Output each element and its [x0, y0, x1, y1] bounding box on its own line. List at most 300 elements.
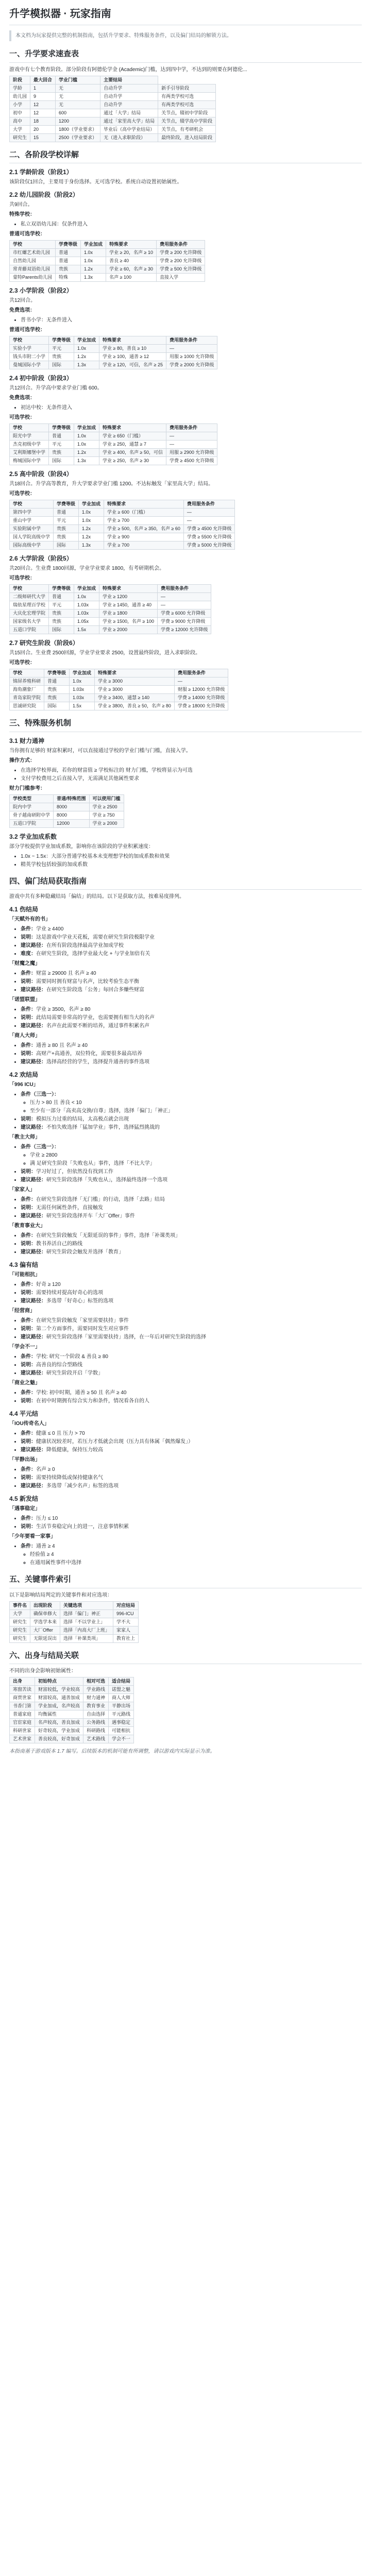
ending-detail [21, 942, 362, 950]
table-cell: 9 [30, 92, 56, 100]
sub-2-5-rounds: 共18回合。升学高等教育，升大学要求学业门槛 1200。不达标触发「家里高大学」结局。 [9, 481, 214, 487]
detail-key: 条件： [21, 1233, 36, 1239]
table-cell: 学费 ≥ 5500 允许降级 [183, 533, 234, 541]
detail-key: 条件（三选一）： [21, 1144, 59, 1150]
detail-value: 好奇 ≥ 120 [36, 1282, 61, 1287]
sub-condition-list [21, 1151, 362, 1167]
intro-note: 本文档为玩家提供完整的机制指南，包括升学要求、特殊服务条件，以及偏门结局的解锁方法。 [9, 30, 362, 41]
table-cell: 学业 ≥ 750 [89, 811, 124, 819]
ending-detail-list [9, 1389, 362, 1405]
table-cell: 1.03x [74, 609, 99, 618]
table-cell: 1.2x [74, 449, 99, 457]
data-table [9, 423, 217, 465]
table-header-cell: 费用服务条件 [166, 424, 217, 432]
table-cell: — [166, 440, 217, 449]
detail-value: 名声在此需要不断的培养，通过事件积累名声 [46, 1023, 149, 1029]
detail-key: 建议路径： [21, 1059, 46, 1065]
table-cell: 996-ICU [113, 1609, 139, 1618]
table-cell: 学费 ≥ 2000 允许降级 [166, 361, 217, 369]
table-header-cell: 学业加成 [74, 424, 99, 432]
table-cell: 学业 ≥ 250，通慧 ≥ 7 [99, 440, 166, 449]
ending-detail-list [9, 1317, 362, 1341]
table-row [10, 100, 216, 109]
table-row [10, 702, 228, 710]
table-cell: 思诚研究院 [10, 702, 44, 710]
table-header-cell: 费用服务条件 [156, 241, 205, 249]
table-row [10, 1634, 139, 1642]
detail-value: 在研究生阶段触发「无限延误的事件」事件，选择「补课类项」 [36, 1233, 180, 1239]
stage-requirements-table [9, 76, 362, 142]
table-cell: 五道口学院 [10, 819, 54, 827]
ending-name: 「家家人」 [9, 1187, 35, 1193]
detail-key: 说明： [21, 1398, 36, 1404]
sub-2-3-heading: 2.3 小学阶段（阶段2） [9, 287, 73, 294]
table-row [10, 533, 235, 541]
table-cell: 商人大师 [109, 1694, 134, 1702]
detail-key: 难度： [21, 951, 36, 957]
table-cell: 蒙特Parents幼儿园 [10, 274, 56, 282]
table-cell: 骨子越南研附中学 [10, 811, 54, 819]
table-cell: 可能相抗 [109, 1727, 134, 1735]
detail-value: 在研究生阶段选「公务」每回合多赚些财富 [46, 987, 144, 993]
ending-detail [21, 925, 362, 933]
table-header-cell: 学费等级 [49, 424, 74, 432]
table-row [10, 92, 216, 100]
table-row [10, 601, 211, 609]
endings-4-4 [9, 1420, 362, 1490]
table-row [10, 1609, 139, 1618]
table-cell: 家家人 [113, 1626, 139, 1634]
sub-3-2-list [9, 853, 362, 869]
graduate-table [9, 669, 362, 710]
table-cell: 学业 ≥ 60，名声 ≥ 30 [106, 265, 157, 274]
endings-4-3 [9, 1271, 362, 1405]
ending-detail-list [9, 1006, 362, 1030]
table-cell: 确保单修大 [30, 1609, 60, 1618]
table-cell: 平元 [49, 601, 74, 609]
list-item: • 精英学校包括较强的加成系数 [21, 861, 362, 869]
detail-key: 说明： [21, 1169, 36, 1175]
detail-value: 研究生阶段选择开车「大厂Offer」事件 [46, 1213, 136, 1219]
table-cell: 用服 ≥ 2900 允许降级 [166, 449, 217, 457]
sub-condition: ◦ 满 足研究生阶段「失败也从」事件，选择「不比大学」 [30, 1160, 362, 1167]
detail-key: 建议路径： [21, 1483, 46, 1489]
table-cell: 贵族 [54, 525, 79, 533]
table-cell: 普通 [49, 593, 74, 601]
data-table [9, 1677, 134, 1743]
table-cell: 学业 ≥ 250，名声 ≥ 30 [99, 457, 166, 465]
table-cell: 研究生 [10, 1618, 30, 1626]
table-cell: 财服 ≥ 12000 允许降级 [174, 686, 228, 694]
list-item: • 1.0x ~ 1.5x：大部分普通学校基本未变理想学校的加成系数和效果 [21, 853, 362, 860]
ending-name: 「学会不一」 [9, 1344, 40, 1350]
detail-key: 条件： [21, 1431, 36, 1436]
table-cell: 关节点，辍学高中学阶段 [158, 117, 216, 125]
table-row [10, 1694, 134, 1702]
detail-value: 在研究生阶段选择「无门槛」的行动，选择「去路」结局 [36, 1197, 165, 1202]
ending-detail [21, 978, 362, 986]
ending-name: 「教育事业大」 [9, 1223, 45, 1229]
section-4-heading: 四、偏门结局获取指南 [9, 876, 362, 890]
table-cell: — [157, 601, 211, 609]
middle-school-table [9, 423, 362, 465]
detail-key: 说明： [21, 1362, 36, 1368]
ending-detail [21, 1006, 362, 1013]
data-table [9, 500, 235, 550]
table-cell: 官宦家庭 [10, 1719, 35, 1727]
ending-name: 「经营商」 [9, 1308, 35, 1314]
table-header-cell: 费用服务条件 [174, 669, 228, 677]
table-cell: 1.0x [74, 432, 99, 440]
table-cell: 好奇较高，学业加成 [35, 1727, 83, 1735]
ending-detail [21, 1523, 362, 1531]
table-cell: 贵族 [49, 449, 74, 457]
table-cell: 国际 [49, 626, 74, 634]
detail-value: 学习好过了，但依然没有找到工作 [36, 1169, 113, 1175]
ending-detail [21, 1361, 362, 1369]
table-cell: 初中 [10, 109, 30, 117]
table-cell: 幼儿园 [10, 92, 30, 100]
table-row [10, 819, 124, 827]
table-row [10, 257, 205, 265]
detail-value: 需要持续对提高好奇心的选项 [36, 1290, 103, 1296]
sub-2-7-schools-label: 可选学校： [9, 660, 35, 666]
table-cell: 1.2x [81, 265, 106, 274]
table-cell: 重山中学 [10, 517, 54, 525]
table-cell: 8000 [54, 811, 90, 819]
detail-value: 研究生阶段开启「学数」 [46, 1370, 103, 1376]
table-cell: 普通 [56, 257, 81, 265]
table-header-cell: 学费等级 [54, 500, 79, 509]
table-cell: 学业 ≥ 1200 [99, 593, 158, 601]
ending-detail [21, 1333, 362, 1341]
high-school-table [9, 500, 362, 550]
detail-value: 高财产+高通善，双位特化，需要很多最高培养 [36, 1051, 142, 1057]
ending-detail [21, 1297, 362, 1305]
table-row [10, 125, 216, 133]
detail-key: 说明： [21, 1290, 36, 1296]
table-cell: — [166, 432, 217, 440]
table-row [10, 449, 217, 457]
ending-detail [21, 1091, 362, 1115]
detail-key: 建议路径： [21, 1125, 46, 1130]
table-cell: 学业 ≥ 600（门槛） [104, 509, 184, 517]
sub-2-1-text: 该阶段仅1回合，主要用于身份选择。无可选学校。系统自动设置初始属性。 [9, 179, 182, 185]
table-cell: 诺盟之魅 [109, 1686, 134, 1694]
ending-detail [21, 1014, 362, 1022]
table-cell: 实验小学 [10, 345, 49, 353]
table-header-cell: 学费等级 [49, 336, 74, 345]
table-row [10, 1719, 134, 1727]
detail-key: 条件： [21, 1043, 36, 1048]
section-1-desc: 游戏中有七个教育阶段。部分阶段有阿德伦学金 (Academic)门槛，达到四中学，不达到的则要在阿德伦... [9, 66, 247, 73]
detail-value: 财富 ≥ 29000 且 名声 ≥ 40 [36, 971, 96, 976]
detail-key: 建议路径： [21, 943, 46, 948]
table-cell: 20 [30, 125, 56, 133]
table-cell: 梅城国际中学 [10, 457, 49, 465]
table-header-cell: 最大回合 [30, 76, 56, 84]
table-cell: 学业 ≥ 120，可信，名声 ≥ 25 [99, 361, 166, 369]
table-cell: 研究生 [10, 1626, 30, 1634]
table-cell: 自动升学 [100, 84, 158, 92]
table-cell: 毕业后（高中学业结局） [100, 125, 158, 133]
table-cell: 学费 ≥ 18000 允许降级 [174, 702, 228, 710]
ending-detail [21, 1204, 362, 1212]
endings-4-2 [9, 1081, 362, 1256]
sub-2-5-heading: 2.5 高中阶段（阶段4） [9, 470, 73, 478]
sub-condition: ◦ 经验值 ≥ 4 [30, 1551, 362, 1558]
detail-key: 条件： [21, 1390, 36, 1396]
table-header-cell: 学业加成 [70, 669, 95, 677]
table-cell: 1.0x [74, 440, 99, 449]
table-cell: 关节点，有考研机会 [158, 125, 216, 133]
section-6-heading: 六、出身与结局关联 [9, 1650, 362, 1665]
detail-value: 在初中时期拥有综合实力和条件，情况看各自的人 [36, 1398, 149, 1404]
ending-detail [21, 1482, 362, 1490]
table-cell: — [183, 509, 234, 517]
table-cell: 1.3x [81, 274, 106, 282]
table-header-cell: 特殊要求 [99, 585, 158, 593]
detail-key: 建议路径： [21, 1213, 46, 1219]
table-cell: 国家级名大学 [10, 618, 49, 626]
table-header-cell: 学费等级 [49, 585, 74, 593]
table-cell: — [166, 345, 217, 353]
table-header-cell: 特殊要求 [95, 669, 175, 677]
table-cell: 1.3x [74, 361, 99, 369]
ending-detail [21, 1124, 362, 1131]
table-header-cell: 相对可选 [83, 1677, 109, 1686]
table-row [10, 694, 228, 702]
detail-value: 这是游戏中学业天花板，需要在研究生阶段极限学业 [36, 935, 155, 940]
table-header-cell: 事件名 [10, 1601, 30, 1609]
table-row [10, 803, 124, 811]
sub-2-4-heading: 2.4 初中阶段（阶段3） [9, 375, 73, 382]
detail-key: 条件（三选一）： [21, 1092, 59, 1097]
table-cell: 12 [30, 109, 56, 117]
table-cell: 选择「偏门」神正 [60, 1609, 113, 1618]
table-cell: 贵族 [56, 265, 81, 274]
sub-2-4-rounds: 共12回合。升学高中要求学业门槛 600。 [9, 385, 103, 391]
ending-detail [21, 1176, 362, 1184]
table-cell: 商贾世家 [10, 1694, 35, 1702]
sub-2-2-special-label: 特殊学校： [9, 212, 35, 217]
table-cell: 学业 ≥ 3400，通慧 ≥ 140 [95, 694, 175, 702]
bullet-list [9, 316, 362, 324]
table-cell: 研究生 [10, 1634, 30, 1642]
table-header-cell: 学业门槛 [56, 76, 100, 84]
table-cell: 学费 ≥ 5000 允许降级 [183, 541, 234, 550]
table-cell: 学业 ≥ 2500 [89, 803, 124, 811]
table-cell: — [174, 677, 228, 686]
detail-value: 在研究生阶段，选择学业最大化 + 与学业加倍有关 [36, 951, 150, 957]
detail-value: 研究生阶段选择「家里需要扶持」选择，在一年后对研究生阶段的选择 [46, 1334, 206, 1340]
table-header-cell: 特殊要求 [106, 241, 157, 249]
sub-4-3-heading: 4.3 偏有结 [9, 1261, 39, 1268]
table-header-cell: 学业加成 [74, 336, 99, 345]
table-row [10, 265, 205, 274]
sub-3-1-howto-list [9, 767, 362, 783]
table-cell: 均衡属性 [35, 1710, 83, 1719]
ending-detail [21, 1281, 362, 1289]
detail-value: 在所有阶段选择最高学业加成学校 [46, 943, 124, 948]
table-header-cell: 学业加成 [79, 500, 104, 509]
detail-key: 条件： [21, 1544, 36, 1549]
detail-value: 多选带「好奇心」标签的选项 [46, 1298, 113, 1304]
table-cell: 善良 ≥ 40 [106, 257, 157, 265]
sub-2-2-heading: 2.2 幼儿园阶段（阶段2） [9, 191, 79, 198]
table-cell: 学选学本来 [30, 1618, 60, 1626]
table-row [10, 84, 216, 92]
detail-key: 说明： [21, 979, 36, 985]
table-cell: 公务路线 [83, 1719, 109, 1727]
table-header-cell: 学校 [10, 241, 56, 249]
endings-4-1 [9, 916, 362, 1066]
ending-name: 「天赋外有的书」 [9, 917, 50, 922]
table-header-cell: 学校 [10, 585, 49, 593]
sub-condition-list [21, 1551, 362, 1567]
table-cell: 自然幼儿园 [10, 257, 56, 265]
table-cell: 关节点，辍初中学阶段 [158, 109, 216, 117]
table-cell: 国际 [44, 702, 70, 710]
table-cell: 学龄 [10, 84, 30, 92]
table-cell: 常青藤双语幼儿园 [10, 265, 56, 274]
detail-key: 建议路径： [21, 1249, 46, 1255]
table-cell: 学业 ≥ 500，名声 ≥ 350，名声 ≥ 60 [104, 525, 184, 533]
table-row [10, 517, 235, 525]
table-header-cell: 出身 [10, 1677, 35, 1686]
ending-detail [21, 1050, 362, 1058]
table-header-cell: 阶段 [10, 76, 30, 84]
table-cell: 特殊 [56, 274, 81, 282]
table-cell: 1.2x [79, 525, 104, 533]
primary-school-table [9, 336, 362, 369]
list-item: • 支付学校费用之后直接入学，无需满足其他属性要求 [21, 775, 362, 783]
table-header-cell: 学校 [10, 500, 54, 509]
table-row [10, 1626, 139, 1634]
table-cell: 贵族 [49, 618, 74, 626]
table-row [10, 457, 217, 465]
table-cell: — [157, 593, 211, 601]
list-item: • 普书小学：无条件进入 [21, 316, 362, 324]
table-row [10, 432, 217, 440]
table-cell: 名声 ≥ 100 [106, 274, 157, 282]
ending-detail [21, 1474, 362, 1482]
detail-value: 通善 ≥ 80 且 名声 ≥ 40 [36, 1043, 88, 1048]
detail-value: 选择高经营的学生，选择提升通善的事件选项 [46, 1059, 149, 1065]
detail-key: 说明： [21, 1205, 36, 1211]
ending-detail [21, 1022, 362, 1030]
table-row [10, 677, 228, 686]
ending-detail [21, 1115, 362, 1123]
ending-detail-list [9, 1466, 362, 1490]
table-cell: 贵族 [49, 609, 74, 618]
detail-key: 条件： [21, 1516, 36, 1521]
table-cell: 1.0x [79, 509, 104, 517]
table-cell: 学费 ≥ 14000 允许降级 [174, 694, 228, 702]
data-table [9, 669, 228, 710]
ending-name: 「可能相抗」 [9, 1272, 40, 1278]
ending-detail-list [9, 1353, 362, 1377]
sub-2-6-rounds: 共20回合。生业费 1800回源，学业学业要求 1800，有考研期机会。 [9, 566, 165, 571]
table-cell: 新手引导阶段 [158, 84, 216, 92]
list-item: • 初达中校：无条件进入 [21, 404, 362, 412]
table-cell: 学业 ≥ 3800，善良 ≥ 50，名声 ≥ 80 [95, 702, 175, 710]
data-table [9, 76, 216, 142]
table-cell: 二级师研代大学 [10, 593, 49, 601]
list-item: • 在选择学校界面，若你的财富值 ≥ 学校标注的 财力门槛，学校将显示为可选 [21, 767, 362, 774]
table-cell: 1.05x [74, 618, 99, 626]
table-cell: 8000 [54, 803, 90, 811]
table-cell: 自动升学 [100, 100, 158, 109]
detail-key: 条件： [21, 1318, 36, 1324]
detail-value: 教书养活自己的路线 [36, 1241, 82, 1247]
table-row [10, 109, 216, 117]
table-cell: 1.2x [79, 533, 104, 541]
ending-detail [21, 1438, 362, 1446]
detail-key: 条件： [21, 1467, 36, 1472]
table-cell: 艺术世家 [10, 1735, 35, 1743]
detail-key: 建议路径： [21, 1177, 46, 1183]
detail-value: 第二个方面事件，需要同时发生对应事件 [36, 1326, 129, 1332]
ending-detail-list [9, 970, 362, 994]
ending-detail [21, 1289, 362, 1297]
table-row [10, 133, 216, 142]
table-cell: 1.03x [70, 686, 95, 694]
sub-condition-list [21, 1099, 362, 1115]
table-cell: 600 [56, 109, 100, 117]
table-cell: 学业 ≥ 700 [104, 517, 184, 525]
table-cell: 18 [30, 117, 56, 125]
detail-key: 说明： [21, 1051, 36, 1057]
table-cell: 自由选择 [83, 1710, 109, 1719]
ending-detail [21, 1353, 362, 1361]
table-cell: 科研路线 [83, 1727, 109, 1735]
table-row [10, 117, 216, 125]
section-3-heading: 三、特殊服务机制 [9, 718, 362, 732]
table-row [10, 626, 211, 634]
table-cell: 学不大 [113, 1618, 139, 1626]
bullet-list [9, 221, 362, 228]
table-cell: 实验附属中学 [10, 525, 54, 533]
table-cell: 教育事业 [83, 1702, 109, 1710]
ending-name: 「少年要看一家事」 [9, 1534, 56, 1539]
sub-2-2-schools-label: 普通可选学校： [9, 231, 45, 237]
table-cell: 用服 ≥ 1000 允许降级 [166, 353, 217, 361]
table-header-cell: 学业加成 [81, 241, 106, 249]
table-row [10, 525, 235, 533]
table-cell: 市红螺艺术幼儿园 [10, 249, 56, 257]
detail-key: 条件： [21, 926, 36, 932]
section-5-heading: 五、关键事件索引 [9, 1574, 362, 1588]
sub-2-2-special-list [9, 221, 362, 228]
table-cell: 国际 [49, 457, 74, 465]
table-cell: 教育社上 [113, 1634, 139, 1642]
table-cell: 1.2x [74, 353, 99, 361]
sub-2-4-free-list [9, 404, 362, 412]
table-cell: 学会不一 [109, 1735, 134, 1743]
ending-detail [21, 1196, 362, 1204]
table-cell: 海角潮象厂 [10, 686, 44, 694]
table-cell: 1.0x [81, 257, 106, 265]
table-cell: 学费 ≥ 4500 允许降级 [183, 525, 234, 533]
ending-detail-list [9, 1042, 362, 1066]
table-cell: 财富较低，学业较高 [35, 1686, 83, 1694]
table-cell: 五道口学院 [10, 626, 49, 634]
table-cell: 国际 [49, 361, 74, 369]
table-row [10, 686, 228, 694]
table-row [10, 345, 217, 353]
table-cell: 12000 [54, 819, 90, 827]
